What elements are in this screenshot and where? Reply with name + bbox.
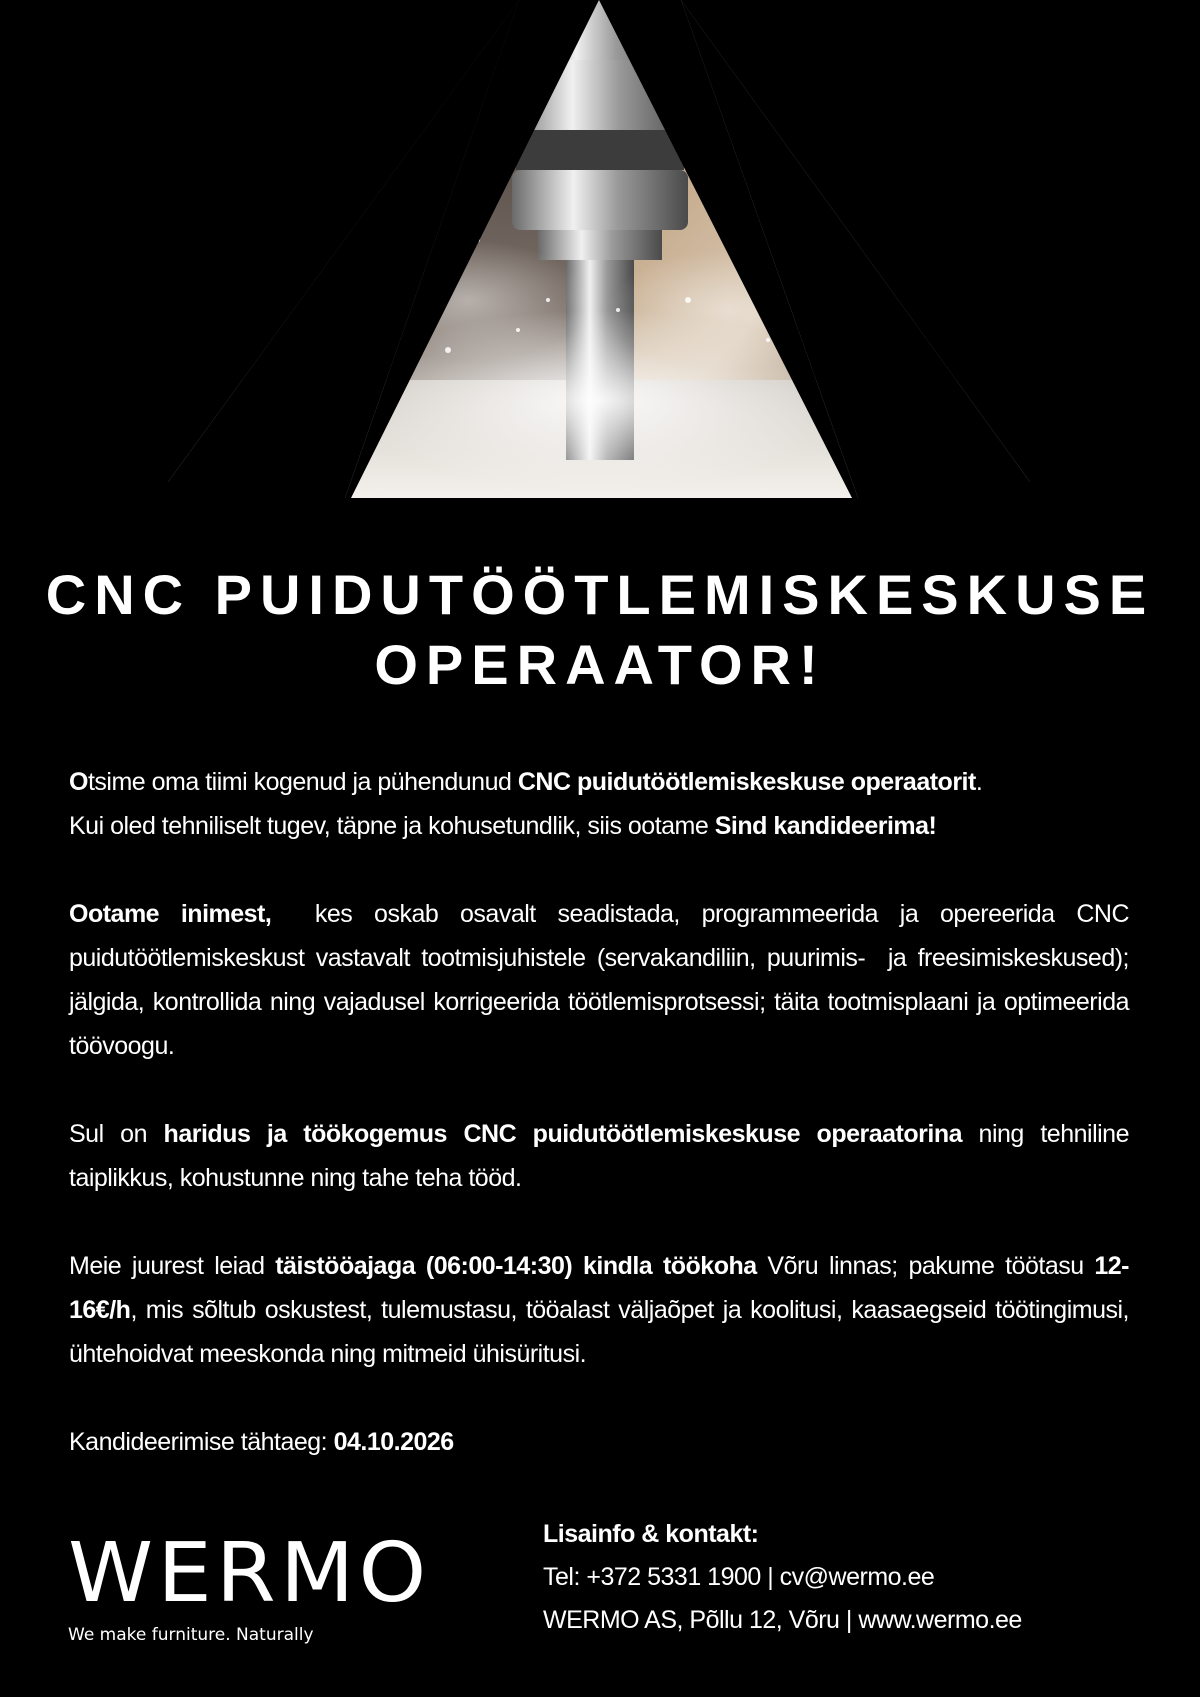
job-title [0,560,1200,700]
wermo-logo [68,1526,431,1645]
intro-call-to-action: Sind kandideerima! [714,812,937,840]
contact-phone-email[interactable]: Tel: +372 5331 1900 | cv@wermo.ee [543,1563,935,1591]
job-description [69,760,1142,1508]
deadline-date: 04.10.2026 [333,1428,454,1456]
deadline-line [69,1420,1129,1464]
intro-paragraph [69,760,1129,848]
contact-heading: Lisainfo & kontakt: [543,1520,759,1548]
offer-text: Meie juurest leiad [69,1252,276,1280]
contact-address-website[interactable]: WERMO AS, Põllu 12, Võru | www.wermo.ee [543,1606,1022,1634]
intro-period: . [975,768,983,796]
offer-salary: 12-16€/h [69,1252,1130,1324]
duties-text: kes oskab osavalt seadistada, programmeerida ja opereerida CNC puidutöötlemiskeskust vastavalt tootmisjuhistele (servakandiliin, puurimis- ja freesimiskeskused); jälgida, kontrollida ning vajadusel korrigeerida töötlemisprotsessi; täita tootmisplaani ja optimeerida töövoogu. [69,900,1142,1060]
logo-tagline: We make furniture. Naturally [68,1625,314,1645]
job-title-line2: OPERAATOR! [374,633,826,696]
job-title-line1: CNC PUIDUTÖÖTLEMISKESKUSE [45,563,1155,626]
offer-text-2: Võru linnas; pakume töötasu [756,1252,1095,1280]
intro-text: tsime oma tiimi kogenud ja pühendunud [87,768,518,796]
intro-position: CNC puidutöötlemiskeskuse operaatorit [517,768,976,796]
requirements-text: Sul on [69,1120,164,1148]
offer-paragraph [69,1244,1129,1376]
offer-schedule: täistööajaga (06:00-14:30) kindla töökoha [275,1252,757,1280]
duties-lead: Ootame inimest, [69,900,272,928]
logo-wordmark: WERMO [68,1526,431,1621]
deadline-label: Kandideerimise tähtaeg: [69,1428,334,1456]
offer-text-3: , mis sõltub oskustest, tulemustasu, tööalast väljaõpet ja koolitusi, kaasaegseid töötingimusi, ühtehoidvat meeskonda ning mitmeid ühisüritusi. [69,1296,1129,1368]
requirements-paragraph [69,1112,1136,1200]
duties-paragraph [69,892,1142,1068]
requirements-highlight: haridus ja töökogemus CNC puidutöötlemiskeskuse operaatorina [163,1120,962,1148]
requirements-text-2: ning tehniline taiplikkus, kohustunne ning tahe teha tööd. [69,1120,1136,1192]
intro-text-2: Kui oled tehniliselt tugev, täpne ja kohusetundlik, siis ootame [69,812,715,840]
cnc-spindle-illustration [168,0,1030,498]
contact-block [543,1513,1143,1642]
hero-image [168,0,1030,498]
intro-initial: O [69,768,88,796]
